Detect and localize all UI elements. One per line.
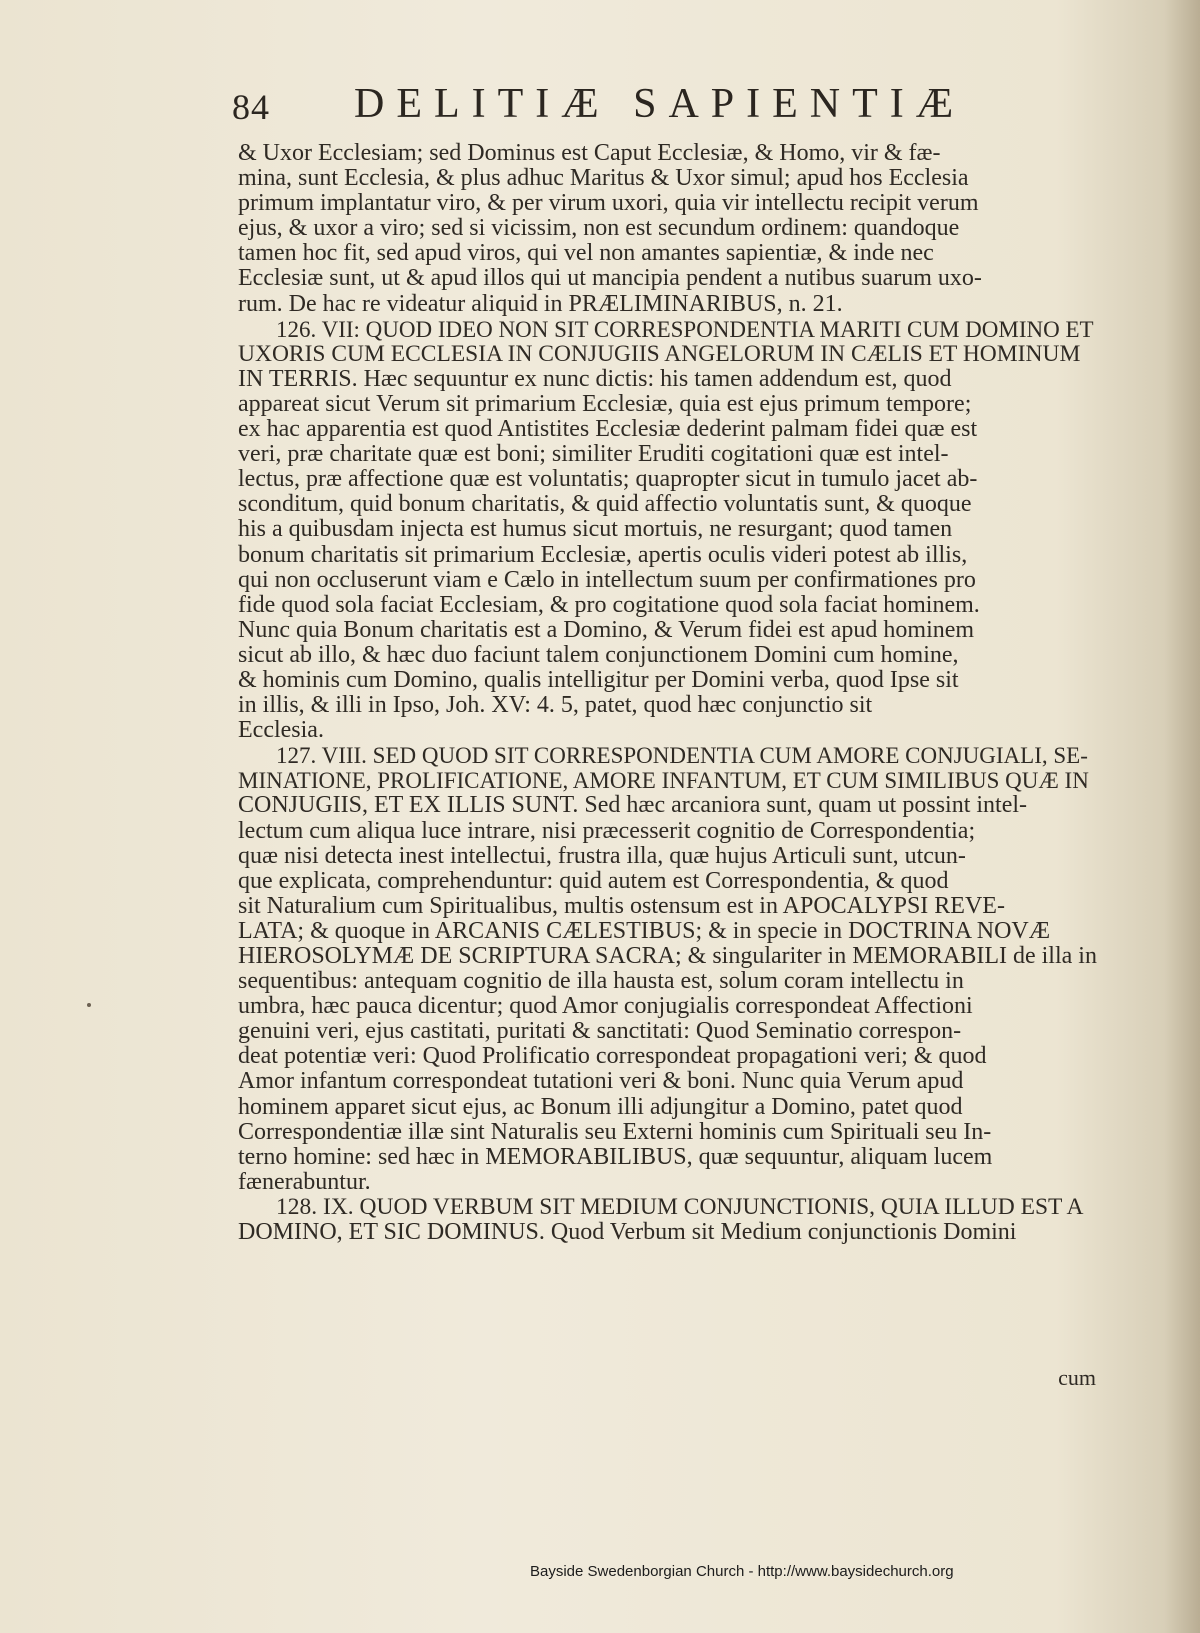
text-line: sit Naturalium cum Spiritualibus, multis ostensum est in APOCALYPSI REVE- [238, 892, 1005, 919]
text-line: rum. De hac re videatur aliquid in PRÆLIMINARIBUS, n. 21. [238, 290, 843, 317]
text-line: sequentibus: antequam cognitio de illa hausta est, solum coram intellectu in [238, 968, 964, 995]
footer-credit-link[interactable]: Bayside Swedenborgian Church - http://www.baysidechurch.org [530, 1563, 954, 1580]
text-line: UXORIS CUM ECCLESIA IN CONJUGIIS ANGELORUM IN CÆLIS ET HOMINUM [238, 340, 1081, 367]
text-line: bonum charitatis sit primarium Ecclesiæ, apertis oculis videri potest ab illis, [238, 541, 968, 568]
text-line: Correspondentiæ illæ sint Naturalis seu Externi hominis cum Spirituali seu In- [238, 1118, 992, 1145]
paragraph-start-126: 126. VII: QUOD IDEO NON SIT CORRESPONDENTIA MARITI CUM DOMINO ET [276, 316, 1094, 342]
text-line: & hominis cum Domino, qualis intelligitur per Domini verba, quod Ipse sit [238, 666, 959, 693]
text-line: veri, præ charitate quæ est boni; similiter Eruditi cogitationi quæ est intel- [238, 441, 949, 468]
text-line: fænerabuntur. [238, 1168, 371, 1195]
text-line: Amor infantum correspondeat tutationi veri & boni. Nunc quia Verum apud [238, 1068, 964, 1095]
text-line: que explicata, comprehenduntur: quid autem est Correspondentia, & quod [238, 867, 949, 894]
page-number: 84 [232, 87, 270, 127]
paper-speck [87, 1003, 91, 1007]
text-line: mina, sunt Ecclesia, & plus adhuc Maritus & Uxor simul; apud hos Ecclesia [238, 165, 969, 192]
text-line: DOMINO, ET SIC DOMINUS. Quod Verbum sit Medium conjunctionis Domini [238, 1219, 1017, 1246]
text-line: qui non occluserunt viam e Cælo in intellectum suum per confirmationes pro [238, 566, 976, 593]
text-line: lectum cum aliqua luce intrare, nisi præcesserit cognitio de Correspondentia; [238, 817, 976, 844]
text-line: terno homine: sed hæc in MEMORABILIBUS, quæ sequuntur, aliquam lucem [238, 1143, 993, 1170]
text-line: tamen hoc fit, sed apud viros, qui vel non amantes sapientiæ, & inde nec [238, 240, 934, 267]
text-line: CONJUGIIS, ET EX ILLIS SUNT. Sed hæc arcaniora sunt, quam ut possint intel- [238, 792, 1028, 819]
text-line: ejus, & uxor a viro; sed si vicissim, non est secundum ordinem: quandoque [238, 215, 960, 242]
text-line: quæ nisi detecta inest intellectui, frustra illa, quæ hujus Articuli sunt, utcun- [238, 842, 966, 869]
paragraph-start-128: 128. IX. QUOD VERBUM SIT MEDIUM CONJUNCTIONIS, QUIA ILLUD EST A [276, 1193, 1084, 1220]
text-line: LATA; & quoque in ARCANIS CÆLESTIBUS; & in specie in DOCTRINA NOVÆ [238, 917, 1051, 944]
text-line: MINATIONE, PROLIFICATIONE, AMORE INFANTUM, ET CUM SIMILIBUS QUÆ IN [238, 768, 1089, 794]
text-line: umbra, hæc pauca dicentur; quod Amor conjugialis correspondeat Affectioni [238, 993, 973, 1020]
text-line: IN TERRIS. Hæc sequuntur ex nunc dictis: his tamen addendum est, quod [238, 365, 952, 392]
text-line: in illis, & illi in Ipso, Joh. XV: 4. 5, patet, quod hæc conjunctio sit [238, 692, 873, 719]
text-line: Ecclesiæ sunt, ut & apud illos qui ut mancipia pendent a nutibus suarum uxo- [238, 265, 982, 292]
text-line: hominem apparet sicut ejus, ac Bonum illi adjungitur a Domino, patet quod [238, 1093, 963, 1120]
text-line: lectus, præ affectione quæ est voluntatis; quapropter sicut in tumulo jacet ab- [238, 466, 978, 493]
text-line: sconditum, quid bonum charitatis, & quid affectio voluntatis sunt, & quoque [238, 491, 972, 518]
running-title: DELITIÆ SAPIENTIÆ [354, 81, 966, 127]
text-line: Ecclesia. [238, 717, 324, 744]
text-line: fide quod sola faciat Ecclesiam, & pro cogitatione quod sola faciat hominem. [238, 591, 980, 618]
text-line: ex hac apparentia est quod Antistites Ecclesiæ dederint palmam fidei quæ est [238, 416, 978, 443]
text-line: his a quibusdam injecta est humus sicut mortuis, ne resurgant; quod tamen [238, 516, 953, 543]
text-line: appareat sicut Verum sit primarium Ecclesiæ, quia est ejus primum tempore; [238, 390, 972, 417]
text-line: primum implantatur viro, & per virum uxori, quia vir intellectu recipit verum [238, 190, 979, 217]
catchword: cum [1058, 1365, 1096, 1390]
text-line: HIEROSOLYMÆ DE SCRIPTURA SACRA; & singulariter in MEMORABILI de illa in [238, 943, 1097, 969]
text-line: sicut ab illo, & hæc duo faciunt talem conjunctionem Domini cum homine, [238, 641, 959, 668]
text-line: Nunc quia Bonum charitatis est a Domino, & Verum fidei est apud hominem [238, 616, 975, 643]
text-line: & Uxor Ecclesiam; sed Dominus est Caput Ecclesiæ, & Homo, vir & fæ- [238, 140, 941, 166]
body-text [238, 141, 1096, 1245]
text-line: genuini veri, ejus castitati, puritati & sanctitati: Quod Seminatio correspon- [238, 1018, 962, 1045]
paragraph-start-127: 127. VIII. SED QUOD SIT CORRESPONDENTIA CUM AMORE CONJUGIALI, SE- [276, 743, 1088, 769]
text-line: deat potentiæ veri: Quod Prolificatio correspondeat propagationi veri; & quod [238, 1043, 987, 1070]
